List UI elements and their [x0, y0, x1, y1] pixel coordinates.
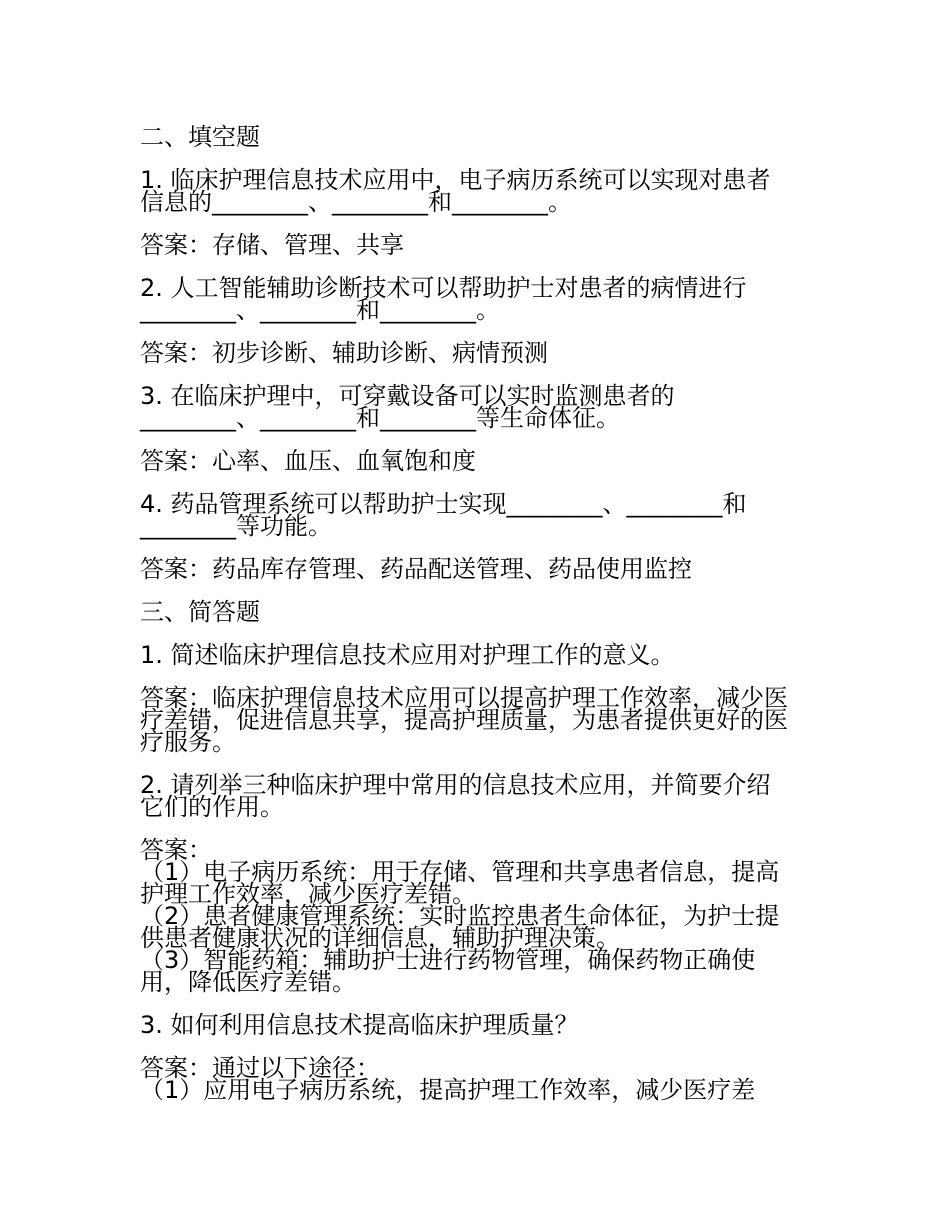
question-4-line-2: ________等功能。	[140, 512, 332, 540]
answer-1: 答案：存储、管理、共享	[140, 231, 404, 259]
short-answer-1-line-1: 答案：临床护理信息技术应用可以提高护理工作效率，减少医	[140, 684, 788, 712]
question-3-line-1: 3. 在临床护理中，可穿戴设备可以实时监测患者的	[140, 382, 675, 410]
short-answer-2-item-1-line-2: 护理工作效率，减少医疗差错。	[140, 880, 476, 908]
answer-3: 答案：心率、血压、血氧饱和度	[140, 447, 476, 475]
section-heading-fill-in: 二、填空题	[140, 123, 260, 151]
answer-2: 答案：初步诊断、辅助诊断、病情预测	[140, 339, 548, 367]
question-1-line-2: 信息的________、________和________。	[140, 188, 572, 216]
short-answer-2-item-1-line-1: （1）电子病历系统：用于存储、管理和共享患者信息，提高	[140, 858, 780, 886]
short-answer-3-item-1-line-1: （1）应用电子病历系统，提高护理工作效率，减少医疗差	[140, 1076, 756, 1104]
question-2-line-2: ________、________和________。	[140, 296, 500, 324]
short-answer-2-item-2-line-2: 供患者健康状况的详细信息，辅助护理决策。	[140, 924, 620, 952]
short-answer-1-line-2: 疗差错，促进信息共享，提高护理质量，为患者提供更好的医	[140, 706, 788, 734]
question-1-line-1: 1. 临床护理信息技术应用中，电子病历系统可以实现对患者	[140, 166, 771, 194]
short-question-2-line-1: 2. 请列举三种临床护理中常用的信息技术应用，并简要介绍	[140, 771, 771, 799]
question-2-line-1: 2. 人工智能辅助诊断技术可以帮助护士对患者的病情进行	[140, 274, 747, 302]
short-answer-2-item-3-line-2: 用，降低医疗差错。	[140, 968, 356, 996]
section-heading-short-answer: 三、简答题	[140, 598, 260, 626]
document-page	[140, 123, 820, 1104]
short-answer-3-label: 答案：通过以下途径：	[140, 1054, 380, 1082]
short-answer-2-label: 答案：	[140, 836, 212, 864]
short-answer-2-item-2-line-1: （2）患者健康管理系统：实时监控患者生命体征，为护士提	[140, 902, 780, 930]
answer-4: 答案：药品库存管理、药品配送管理、药品使用监控	[140, 555, 692, 583]
question-3-line-2: ________、________和________等生命体征。	[140, 404, 620, 432]
short-answer-1-line-3: 疗服务。	[140, 728, 236, 756]
short-answer-2-item-3-line-1: （3）智能药箱：辅助护士进行药物管理，确保药物正确使	[140, 946, 756, 974]
short-question-1: 1. 简述临床护理信息技术应用对护理工作的意义。	[140, 641, 675, 669]
short-question-2-line-2: 它们的作用。	[140, 793, 284, 821]
short-question-3: 3. 如何利用信息技术提高临床护理质量？	[140, 1011, 579, 1039]
question-4-line-1: 4. 药品管理系统可以帮助护士实现________、________和	[140, 490, 747, 518]
